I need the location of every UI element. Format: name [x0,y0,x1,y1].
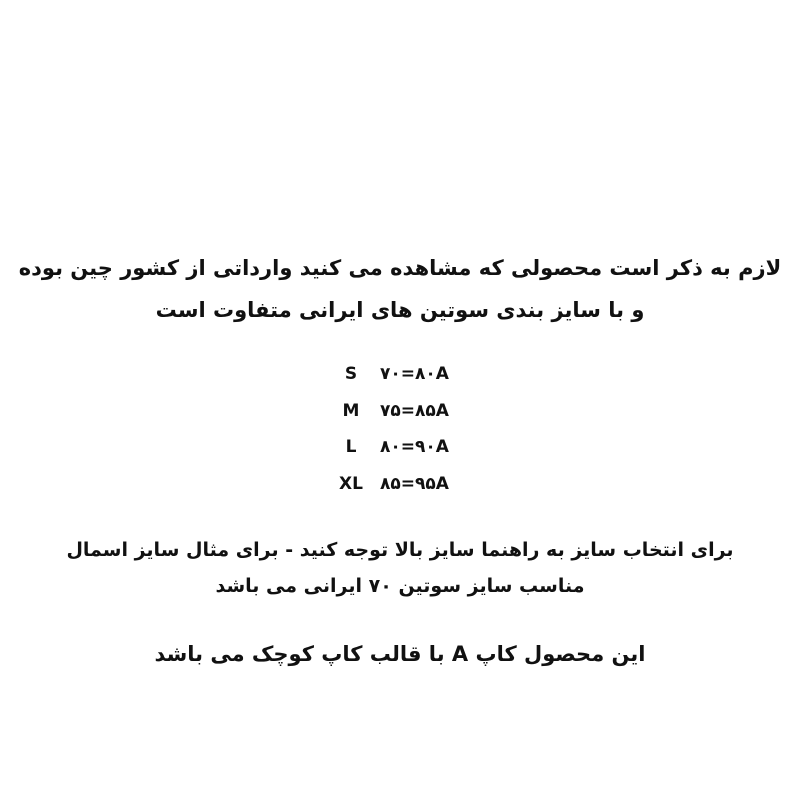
size-value: ۸۰=۹۰A [380,437,450,458]
size-guide-line-1: برای انتخاب سایز به راهنما سایز بالا توجه کنید - برای مثال سایز اسمال [66,539,734,561]
size-guide-line-2: مناسب سایز سوتین ۷۰ ایرانی می باشد [215,575,585,597]
size-row [330,429,480,466]
cup-note: این محصول کاپ A با قالب کاپ کوچک می باشد [154,642,646,666]
size-label: XL [339,473,363,494]
import-notice-line-2: و با سایز بندی سوتین های ایرانی متفاوت است [155,298,645,322]
size-chart [330,356,480,502]
import-notice-line-1: لازم به ذکر است محصولی که مشاهده می کنید وارداتی از کشور چین بوده [18,256,782,280]
size-label: M [342,400,360,421]
size-row [330,393,480,430]
size-row [330,466,480,503]
size-row [330,356,480,393]
size-value: ۸۵=۹۵A [380,473,450,494]
size-label: L [345,437,357,458]
size-label: S [344,364,358,385]
size-value: ۷۰=۸۰A [380,364,450,385]
size-value: ۷۵=۸۵A [380,400,450,421]
